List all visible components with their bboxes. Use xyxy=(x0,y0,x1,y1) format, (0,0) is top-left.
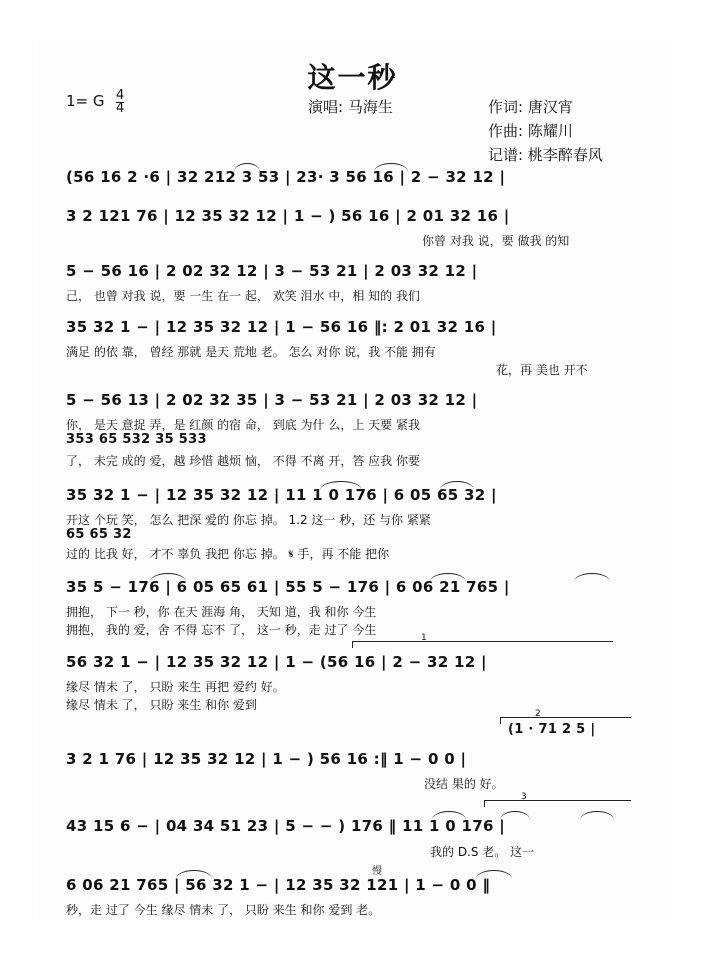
lyric-row: 秒，走 过了 今生 缘尽 情未 了， 只盼 来生 和你 爱到 老。 xyxy=(66,903,381,917)
lyric-row: 过的 比我 好， 才不 辜负 我把 你忘 掉。 𝄋 手，再 不能 把你 xyxy=(66,547,390,561)
notes-row: 3 2 121 76 | 12 35 32 12 | 1 − ) 56 16 | 2 01 32 16 | xyxy=(66,207,510,225)
lyric-row: 开这 个玩 笑， 怎么 把深 爱的 你忘 掉。 1.2 这一 秒，还 与你 紧紧 xyxy=(66,513,431,527)
lyric-row: 缘尽 情未 了， 只盼 来生 和你 爱到 xyxy=(66,698,257,712)
lyric-row: 拥抱， 我的 爱，舍 不得 忘不 了， 这一 秒，走 过了 今生 xyxy=(66,623,377,637)
lyric-row: 花，再 美也 开不 xyxy=(496,363,588,377)
lyric-row: 拥抱， 下一 秒，你 在天 涯海 角， 天知 道，我 和你 今生 xyxy=(66,605,377,619)
lyric-row: 己， 也曾 对我 说，要 一生 在一 起， 欢笑 泪水 中，相 知的 我们 xyxy=(66,289,420,303)
lyric-row: 你， 是天 意捉 弄，是 红颜 的宿 命， 到底 为什 么，上 天要 紧我 xyxy=(66,418,420,432)
lyric-row: 没结 果的 好。 xyxy=(424,777,504,791)
volta-bracket: 2 xyxy=(500,717,631,724)
time-signature: 4 4 xyxy=(116,88,125,116)
lyric-row: 你曾 对我 说，要 做我 的知 xyxy=(422,234,570,248)
notes-row: 43 15 6 − | 04 34 51 23 | 5 − − ) 176 ‖ 11 1 0 176 | xyxy=(66,817,506,835)
tempo-marking: 慢 xyxy=(372,866,382,877)
notes-row: (56 16 2 ·6 | 32 212 3 53 | 23· 3 56 16 | 2 − 32 12 | xyxy=(66,168,506,186)
volta-bracket: 1 xyxy=(352,641,613,648)
notes-row: 6 06 21 765 | 56 32 1 − | 12 35 32 121 | 1 − 0 0 ‖ xyxy=(66,876,491,894)
lyric-row: 了， 未完 成的 爱，越 珍惜 越烦 恼， 不得 不离 开，答 应我 你要 xyxy=(66,454,420,468)
notes-row: 56 32 1 − | 12 35 32 12 | 1 − (56 16 | 2 − 32 12 | xyxy=(66,653,487,671)
notes-row-alt: 353 65 532 35 533 xyxy=(66,432,207,447)
lyricist-credit: 作词: 唐汉宵 xyxy=(488,98,573,116)
volta-bracket: 3 xyxy=(484,800,631,807)
song-title: 这一秒 xyxy=(307,61,398,94)
notes-row: 35 32 1 − | 12 35 32 12 | 1 − 56 16 ‖: 2 01 32 16 | xyxy=(66,318,497,336)
lyric-row: 满足 的依 靠， 曾经 那就 是天 荒地 老。 怎么 对你 说，我 不能 拥有 xyxy=(66,345,436,359)
notes-row-alt: (1 · 71 2 5 | xyxy=(508,722,596,737)
singer-credit: 演唱: 马海生 xyxy=(308,98,393,116)
key-signature: 1= G xyxy=(66,92,105,110)
notes-row-alt: 65 65 32 xyxy=(66,527,132,542)
lyric-row: 缘尽 情未 了， 只盼 来生 再把 爱约 好。 xyxy=(66,680,285,694)
notes-row: 5 − 56 16 | 2 02 32 12 | 3 − 53 21 | 2 03 32 12 | xyxy=(66,262,478,280)
composer-credit: 作曲: 陈耀川 xyxy=(488,122,573,140)
notes-row: 3 2 1 76 | 12 35 32 12 | 1 − ) 56 16 :‖ 1 − 0 0 | xyxy=(66,750,467,768)
notes-row: 35 5 − 176 | 6 05 65 61 | 55 5 − 176 | 6 06 21 765 | xyxy=(66,578,510,596)
notes-row: 35 32 1 − | 12 35 32 12 | 11 1 0 176 | 6 05 65 32 | xyxy=(66,486,497,504)
lyric-row: 我的 D.S 老。 这一 xyxy=(430,845,535,859)
notes-row: 5 − 56 13 | 2 02 32 35 | 3 − 53 21 | 2 03 32 12 | xyxy=(66,391,478,409)
transcriber-credit: 记谱: 桃李醉春风 xyxy=(488,146,603,164)
